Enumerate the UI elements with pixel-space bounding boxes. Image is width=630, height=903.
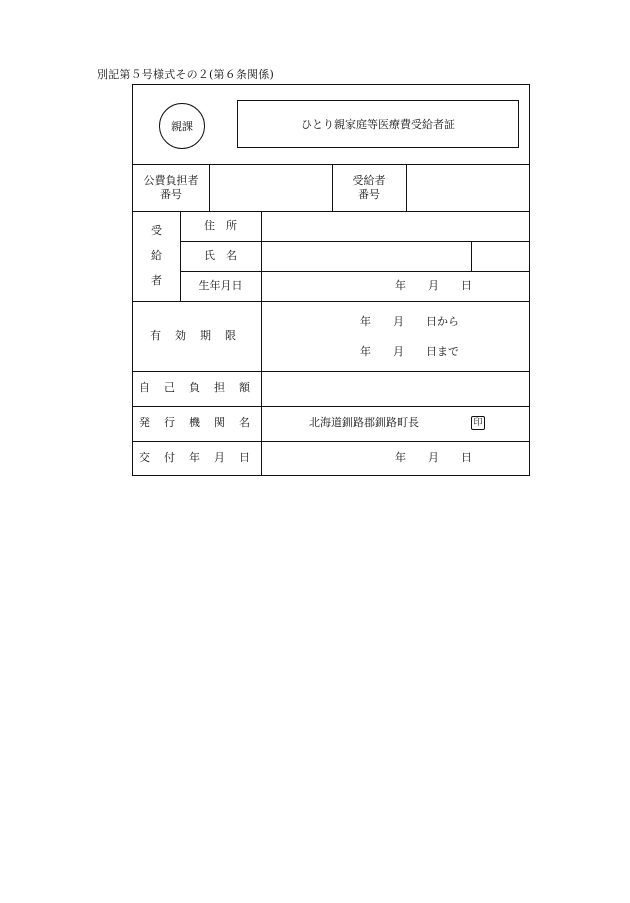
form-caption: 別記第５号様式その２(第６条関係) bbox=[97, 68, 274, 81]
validity-from: 年 月 日から bbox=[360, 315, 459, 328]
divider bbox=[180, 241, 529, 242]
department-stamp: 親課 bbox=[159, 103, 205, 149]
address-label: 住 所 bbox=[204, 219, 237, 232]
seal-mark: 印 bbox=[471, 416, 485, 430]
divider bbox=[133, 211, 529, 212]
payer-number-label: 公費負担者 bbox=[143, 174, 199, 187]
payer-number-label-2: 番号 bbox=[160, 188, 182, 201]
certificate-title: ひとり親家庭等医療費受給者証 bbox=[237, 100, 519, 148]
divider bbox=[133, 301, 529, 302]
validity-to: 年 月 日まで bbox=[360, 345, 459, 358]
divider bbox=[133, 406, 529, 407]
copay-label: 自己負担額 bbox=[139, 381, 264, 394]
issuer-value: 北海道釧路郡釧路町長 bbox=[309, 416, 419, 429]
issue-date-value: 年 月 日 bbox=[395, 451, 472, 464]
recipient-group-char: 受 bbox=[151, 224, 162, 237]
issue-date-label: 交付年月日 bbox=[139, 451, 264, 464]
divider bbox=[133, 441, 529, 442]
certificate-form bbox=[132, 84, 530, 476]
recipient-number-label-2: 番号 bbox=[358, 188, 380, 201]
recipient-number-label: 受給者 bbox=[352, 174, 386, 187]
divider bbox=[133, 164, 529, 165]
divider bbox=[261, 211, 262, 475]
recipient-group-char: 者 bbox=[151, 274, 162, 287]
divider bbox=[180, 271, 529, 272]
dob-label: 生年月日 bbox=[198, 279, 243, 292]
divider bbox=[133, 371, 529, 372]
validity-label: 有効期限 bbox=[150, 329, 250, 342]
divider bbox=[406, 164, 407, 211]
divider bbox=[471, 241, 472, 271]
name-label: 氏 名 bbox=[204, 249, 237, 262]
dob-value: 年 月 日 bbox=[395, 279, 472, 292]
divider bbox=[209, 164, 210, 211]
recipient-group-char: 給 bbox=[151, 249, 162, 262]
issuer-label: 発行機関名 bbox=[139, 416, 264, 429]
